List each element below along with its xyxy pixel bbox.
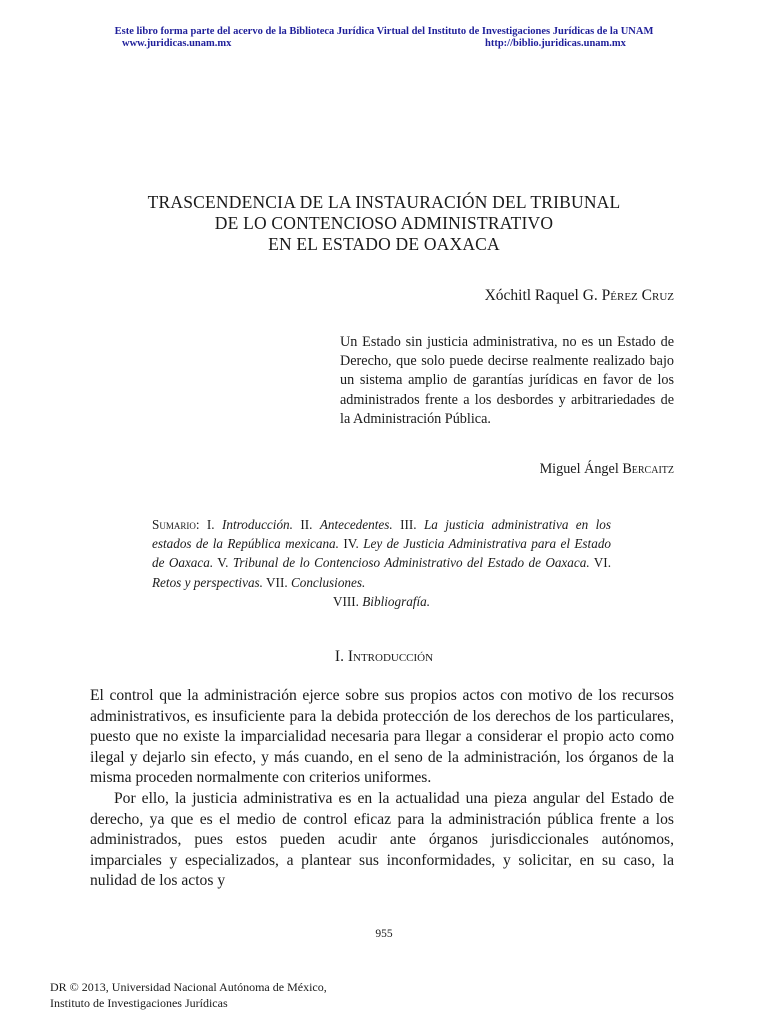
biblio-link[interactable]: http://biblio.juridicas.unam.mx [485, 38, 626, 49]
section-heading [0, 648, 768, 666]
summary-label: Sumario [152, 517, 196, 532]
epigraph-author-surname: Bercaitz [622, 461, 674, 477]
footer-line-1: DR © 2013, Universidad Nacional Autónoma de México, [50, 980, 327, 994]
summary-item: II. Antecedentes. [300, 517, 393, 532]
copyright-footer [50, 979, 327, 1011]
title-line-3: EN EL ESTADO DE OAXACA [268, 234, 500, 254]
epigraph-quote: Un Estado sin justicia administrativa, no es un Estado de Derecho, que solo puede decirse realmente realizado bajo un sistema amplio de garantías jurídicas en favor de los administrados frente a los desbordes y arbitrariedades de la Administración Pública. [340, 334, 674, 427]
summary-item: VII. Conclusiones. [266, 574, 366, 590]
section-number: I. [334, 648, 348, 665]
body-text [90, 686, 674, 892]
author-given-name: Xóchitl Raquel G. [484, 287, 602, 304]
article-title [90, 192, 678, 255]
summary-item: V. Tribunal de lo Contencioso Administrativo del Estado de Oaxaca. [217, 555, 590, 571]
header-notice: Este libro forma parte del acervo de la Biblioteca Jurídica Virtual del Instituto de Investigaciones Jurídicas de la UNAM [114, 26, 654, 37]
article-author [485, 287, 674, 305]
juridicas-link[interactable]: www.juridicas.unam.mx [122, 38, 232, 49]
header-links [0, 38, 768, 52]
summary-item: III. La justicia administrativa en los estados de la República mexicana. [152, 517, 612, 552]
page-number: 955 [375, 928, 393, 940]
author-surname: Pérez Cruz [601, 287, 674, 304]
title-line-2: DE LO CONTENCIOSO ADMINISTRATIVO [214, 213, 554, 233]
summary-item: I. Introducción. [206, 517, 293, 532]
page-header [0, 26, 768, 52]
body-paragraph-1: El control que la administración ejerce sobre sus propios actos con motivo de los recursos administrativos, es insuficiente para la debida protección de los derechos de los particulares, puesto que no existe la imparcialidad necesaria para llegar a considerar el propio acto como ilegal y dejarlo sin efecto, y más cuando, en el seno de la administración, los órganos de la misma proceden normalmente con criterios uniformes. [90, 687, 674, 787]
summary-block: Sumario: I. Introducción. II. Antecedentes. III. La justicia administrativa en los estados de la República mexicana. IV. Ley de Justicia Administrativa para el Estado de Oaxaca. V. Tribunal de lo Contencioso Administrativo del Estado de Oaxaca. VI. Retos y perspectivas. VII. Conclusiones. VIII. Bibliografía. [152, 515, 611, 611]
summary-item: VI. Retos y perspectivas. [152, 555, 611, 590]
epigraph-author-given: Miguel Ángel [539, 461, 623, 477]
title-line-1: TRASCENDENCIA DE LA INSTAURACIÓN DEL TRIBUNAL [147, 192, 621, 212]
epigraph-author [540, 461, 674, 478]
summary-item: VIII. Bibliografía. [332, 593, 431, 609]
section-title-text: Introducción [347, 648, 434, 665]
footer-line-2: Instituto de Investigaciones Jurídicas [50, 996, 228, 1010]
summary-item: IV. Ley de Justicia Administrativa para el Estado de Oaxaca. [152, 536, 612, 571]
body-paragraph-2: Por ello, la justicia administrativa es en la actualidad una pieza angular del Estado de derecho, ya que es el medio de control eficaz para la administración pública frente a los administrados, pues estos pueden acudir ante órganos jurisdiccionales autónomos, imparciales y especializados, a plantear sus inconformidades, y solicitar, en su caso, la nulidad de los actos y [90, 789, 674, 890]
